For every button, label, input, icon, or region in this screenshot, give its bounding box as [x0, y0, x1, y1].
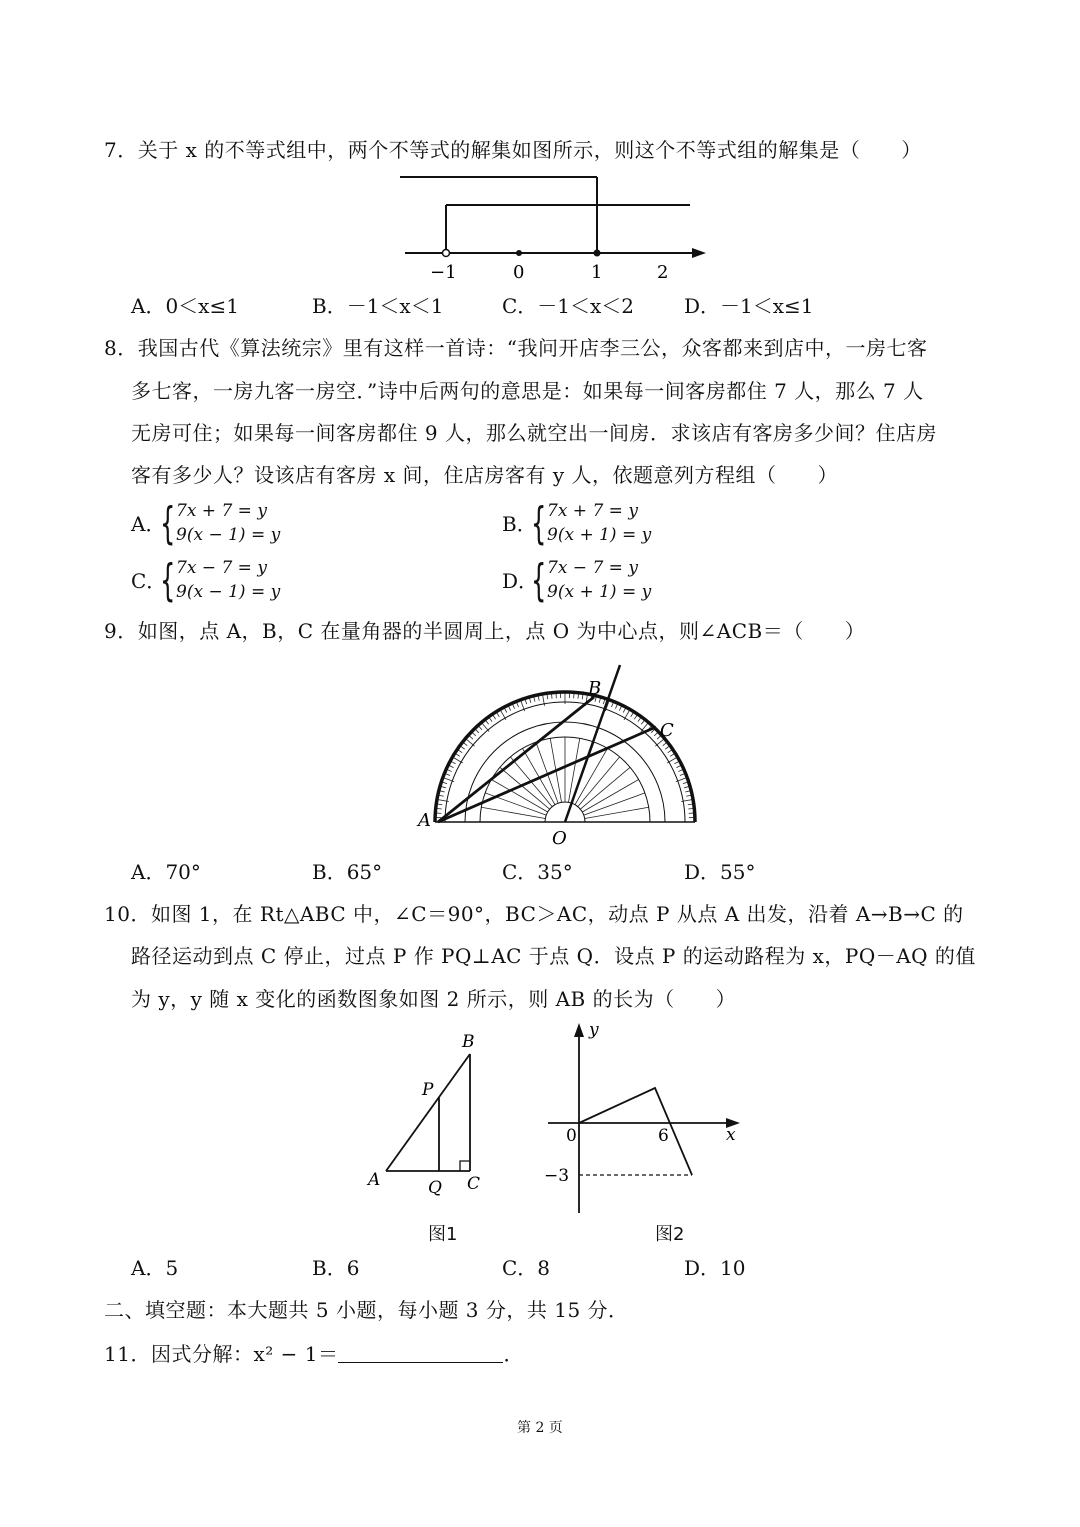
q10-caption-2: 图2 [655, 1224, 685, 1245]
q11-prefix: 11．因式分解：x² − 1＝ [104, 1342, 339, 1366]
q10-line-1: 10．如图 1，在 Rt△ABC 中，∠C＝90°，BC＞AC，动点 P 从点 A 出发，沿着 A→B→C 的 [104, 902, 964, 926]
brace-icon: { [160, 498, 176, 549]
q8-option-b[interactable] [502, 500, 802, 552]
q10-fig1-label-p: P [422, 1080, 434, 1100]
q8-option-a-label: A． [131, 512, 166, 536]
q9-option-c[interactable]: C．35° [502, 860, 573, 884]
q8-option-b-eq2: 9(x + 1) = y [547, 525, 652, 545]
q7-tick-2: 2 [657, 262, 669, 282]
q8-option-c-label: C． [131, 569, 167, 593]
q9-option-d[interactable]: D．55° [684, 860, 756, 884]
section-2-heading: 二、填空题：本大题共 5 小题，每小题 3 分，共 15 分． [104, 1298, 629, 1322]
q8-line-1: 8．我国古代《算法统宗》里有这样一首诗：“我问开店李三公，众客都来到店中，一房七客 [104, 336, 928, 360]
q9-point-c: C [660, 720, 674, 741]
brace-icon: { [160, 555, 176, 606]
q8-option-a[interactable] [131, 500, 431, 552]
protractor-spoke [582, 780, 638, 813]
q10-option-a[interactable]: A．5 [131, 1256, 179, 1280]
q7-option-b[interactable]: B．－1＜x＜1 [312, 294, 444, 318]
q9-option-b[interactable]: B．65° [312, 860, 383, 884]
q10-line-3: 为 y，y 随 x 变化的函数图象如图 2 所示，则 AB 的长为（ ） [131, 987, 737, 1011]
q7-tick-0: 0 [513, 262, 525, 282]
q7-option-c[interactable]: C．－1＜x＜2 [502, 294, 635, 318]
q10-fig1-label-q: Q [428, 1178, 442, 1198]
q10-fig2-label-six: 6 [658, 1126, 669, 1146]
q10-fig1-label-c: C [467, 1174, 481, 1194]
q8-option-a-eq2: 9(x − 1) = y [176, 525, 281, 545]
page-number: 第 2 页 [517, 1420, 563, 1436]
brace-icon: { [531, 555, 547, 606]
q8-option-d-label: D． [502, 569, 539, 593]
q8-option-b-label: B． [502, 512, 537, 536]
q10-fig2-label-minus3: −3 [544, 1166, 570, 1186]
q7-option-a[interactable]: A．0＜x≤1 [131, 294, 239, 318]
protractor-spoke [523, 748, 556, 804]
q10-fig2-label-y: y [589, 1020, 599, 1040]
protractor-spoke [584, 793, 645, 815]
protractor-spoke [481, 807, 545, 818]
q9-option-a[interactable]: A．70° [131, 860, 201, 884]
q10-option-c[interactable]: C．8 [502, 1256, 551, 1280]
protractor-spoke [585, 807, 649, 818]
q8-line-3: 无房可住；如果每一间客房都住 9 人，那么就空出一间房．求该店有客房多少间？住店房 [131, 421, 937, 445]
q10-line-2: 路径运动到点 C 停止，过点 P 作 PQ⊥AC 于点 Q．设点 P 的运动路程为 x，PQ－AQ 的值 [131, 944, 976, 968]
q9-point-b: B [588, 678, 602, 699]
q7-stem: 7．关于 x 的不等式组中，两个不等式的解集如图所示，则这个不等式组的解集是（ ） [104, 138, 922, 162]
q9-protractor-figure [410, 662, 700, 852]
q9-point-a: A [418, 810, 431, 831]
q10-fig2-label-x: x [726, 1125, 736, 1145]
q8-option-c-eq1: 7x − 7 = y [176, 558, 267, 578]
q8-option-c-eq2: 9(x − 1) = y [176, 582, 281, 602]
q8-option-c[interactable] [131, 557, 431, 609]
q10-figure-2 [542, 1017, 742, 1217]
q8-line-4: 客有多少人？设该店有客房 x 间，住店房客有 y 人，依题意列方程组（ ） [131, 463, 839, 487]
q10-fig1-label-a: A [368, 1170, 381, 1190]
q10-fig2-label-origin: 0 [566, 1126, 577, 1146]
q8-line-2: 多七客，一房九客一房空．”诗中后两句的意思是：如果每一间客房都住 7 人，那么 7 人 [131, 379, 924, 403]
q8-option-d-eq2: 9(x + 1) = y [547, 582, 652, 602]
q7-number-line-figure [400, 172, 720, 282]
q7-tick-1: 1 [591, 262, 603, 282]
protractor-spoke [536, 742, 558, 803]
q11-answer-blank[interactable] [338, 1342, 503, 1363]
q9-point-o: O [552, 828, 567, 849]
q10-caption-1: 图1 [428, 1224, 458, 1245]
q10-option-b[interactable]: B．6 [312, 1256, 360, 1280]
q8-option-a-eq1: 7x + 7 = y [176, 501, 267, 521]
q8-option-d[interactable] [502, 557, 802, 609]
q10-figure-1 [362, 1027, 502, 1202]
q7-tick-minus1: −1 [430, 262, 457, 282]
q11-suffix: ． [503, 1342, 524, 1366]
q11-line [104, 1340, 524, 1368]
q10-option-d[interactable]: D．10 [684, 1256, 746, 1280]
q9-stem: 9．如图，点 A，B，C 在量角器的半圆周上，点 O 为中心点，则∠ACB＝（ ） [104, 619, 866, 643]
q7-option-d[interactable]: D．－1＜x≤1 [684, 294, 814, 318]
q10-fig1-label-b: B [462, 1032, 475, 1052]
brace-icon: { [531, 498, 547, 549]
q8-option-d-eq1: 7x − 7 = y [547, 558, 638, 578]
q8-option-b-eq1: 7x + 7 = y [547, 501, 638, 521]
